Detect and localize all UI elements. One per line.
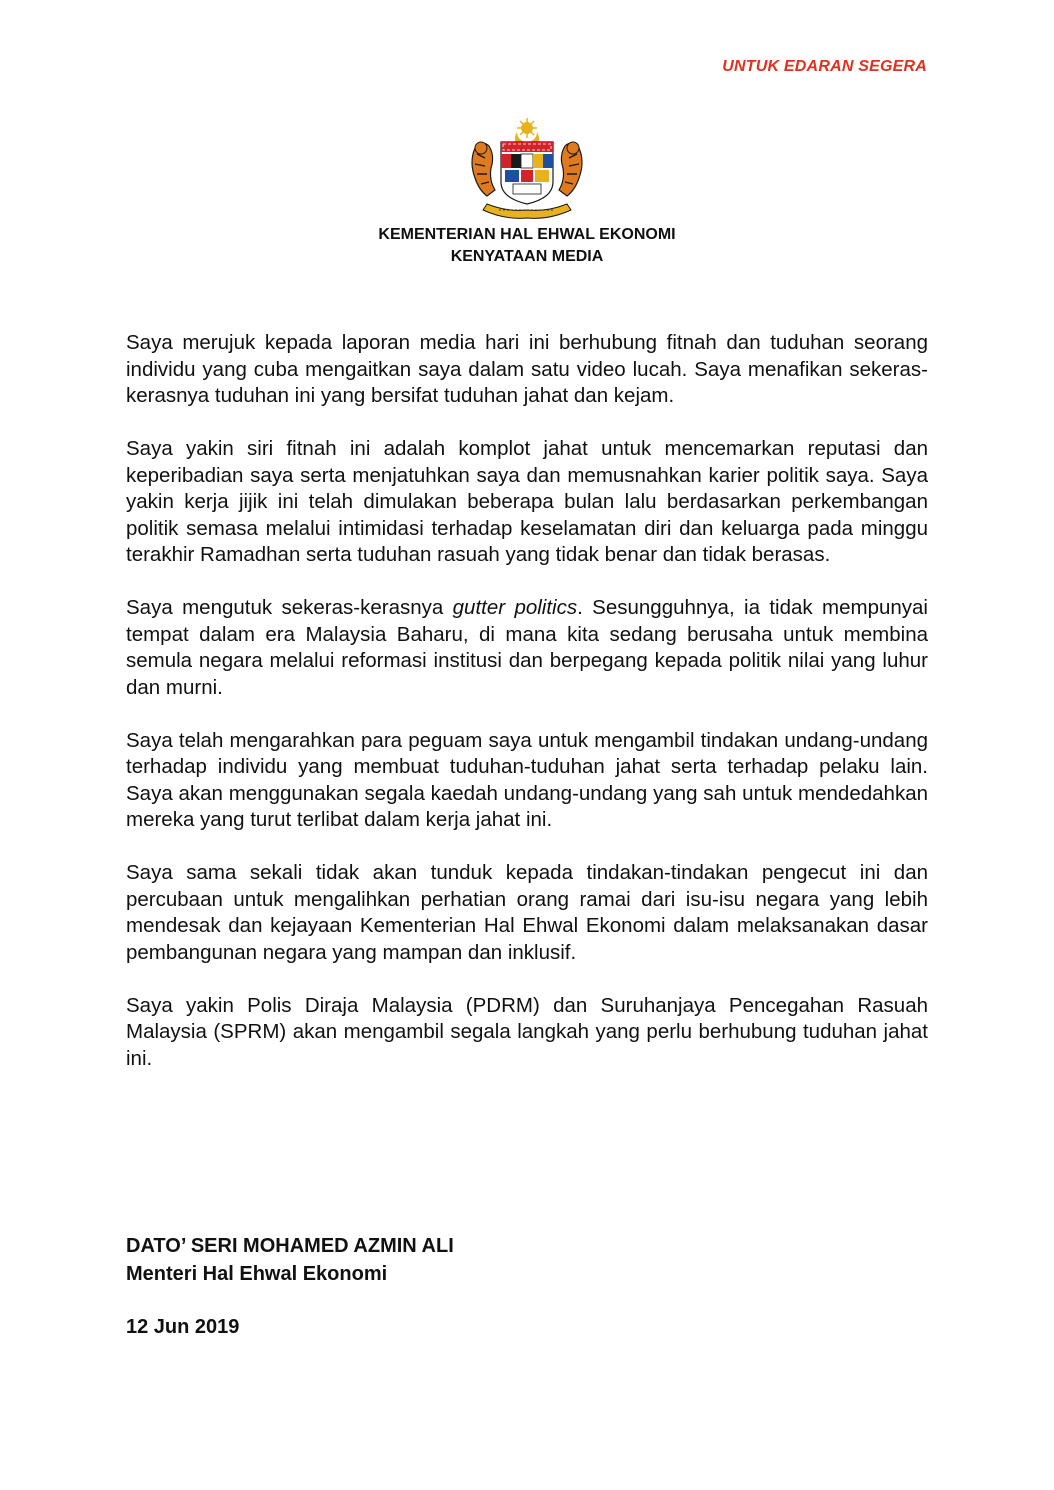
paragraph-text: . Sesungguhnya, ia tidak mempunyai tempat dalam era Malaysia Baharu, di mana kita sedang berusaha untuk membina semula negara melalui reformasi institusi dan berpegang kepada politik nilai yang luhur dan murni. (126, 596, 928, 699)
paragraph: Saya yakin Polis Diraja Malaysia (PDRM) dan Suruhanjaya Pencegahan Rasuah Malaysia (SPRM) akan mengambil segala langkah yang perlu berhubung tuduhan jahat ini. (126, 993, 928, 1070)
ministry-name: KEMENTERIAN HAL EHWAL EKONOMI (378, 226, 676, 243)
statement-date: 12 Jun 2019 (126, 1316, 240, 1338)
document-header (0, 224, 1054, 268)
paragraph (126, 595, 928, 701)
signatory-title: Menteri Hal Ehwal Ekonomi (126, 1263, 388, 1285)
signature-block (126, 1232, 454, 1288)
document-type: KENYATAAN MEDIA (450, 248, 604, 265)
paragraph-text: Saya mengutuk sekeras-kerasnya (126, 596, 453, 619)
italic-phrase: gutter politics (452, 596, 578, 619)
motto-scroll-icon (483, 204, 571, 218)
signatory-name: DATO’ SERI MOHAMED AZMIN ALI (126, 1235, 454, 1257)
paragraph: Saya telah mengarahkan para peguam saya untuk mengambil tindakan undang-undang terhadap individu yang membuat tuduhan-tuduhan jahat serta terhadap pelaku lain. Saya akan menggunakan segala kaedah undang-undang yang sah untuk mendedahkan mereka yang turut terlibat dalam kerja jahat ini. (126, 728, 928, 831)
statement-body (126, 330, 928, 1099)
paragraph: Saya merujuk kepada laporan media hari ini berhubung fitnah dan tuduhan seorang individu yang cuba mengaitkan saya dalam satu video lucah. Saya menafikan sekeras-kerasnya tuduhan ini yang bersifat tuduhan jahat dan kejam. (126, 331, 928, 407)
coat-of-arms-icon (465, 118, 589, 220)
paragraph: Saya sama sekali tidak akan tunduk kepada tindakan-tindakan pengecut ini dan percubaan untuk mengalihkan perhatian orang ramai dari isu-isu negara yang lebih mendesak dan kejayaan Kementerian Hal Ehwal Ekonomi dalam melaksanakan dasar pembangunan negara yang mampan dan inklusif. (126, 861, 928, 964)
release-tag: UNTUK EDARAN SEGERA (722, 58, 927, 75)
paragraph: Saya yakin siri fitnah ini adalah komplot jahat untuk mencemarkan reputasi dan keperibadian saya serta menjatuhkan saya dan memusnahkan karier politik saya. Saya yakin kerja jijik ini telah dimulakan beberapa bulan lalu berdasarkan perkembangan politik semasa melalui intimidasi terhadap keselamatan diri dan keluarga pada minggu terakhir Ramadhan serta tuduhan rasuah yang tidak benar dan tidak berasas. (126, 437, 928, 566)
shield-icon (501, 142, 553, 204)
left-tiger-icon (472, 142, 495, 196)
right-tiger-icon (559, 142, 582, 196)
